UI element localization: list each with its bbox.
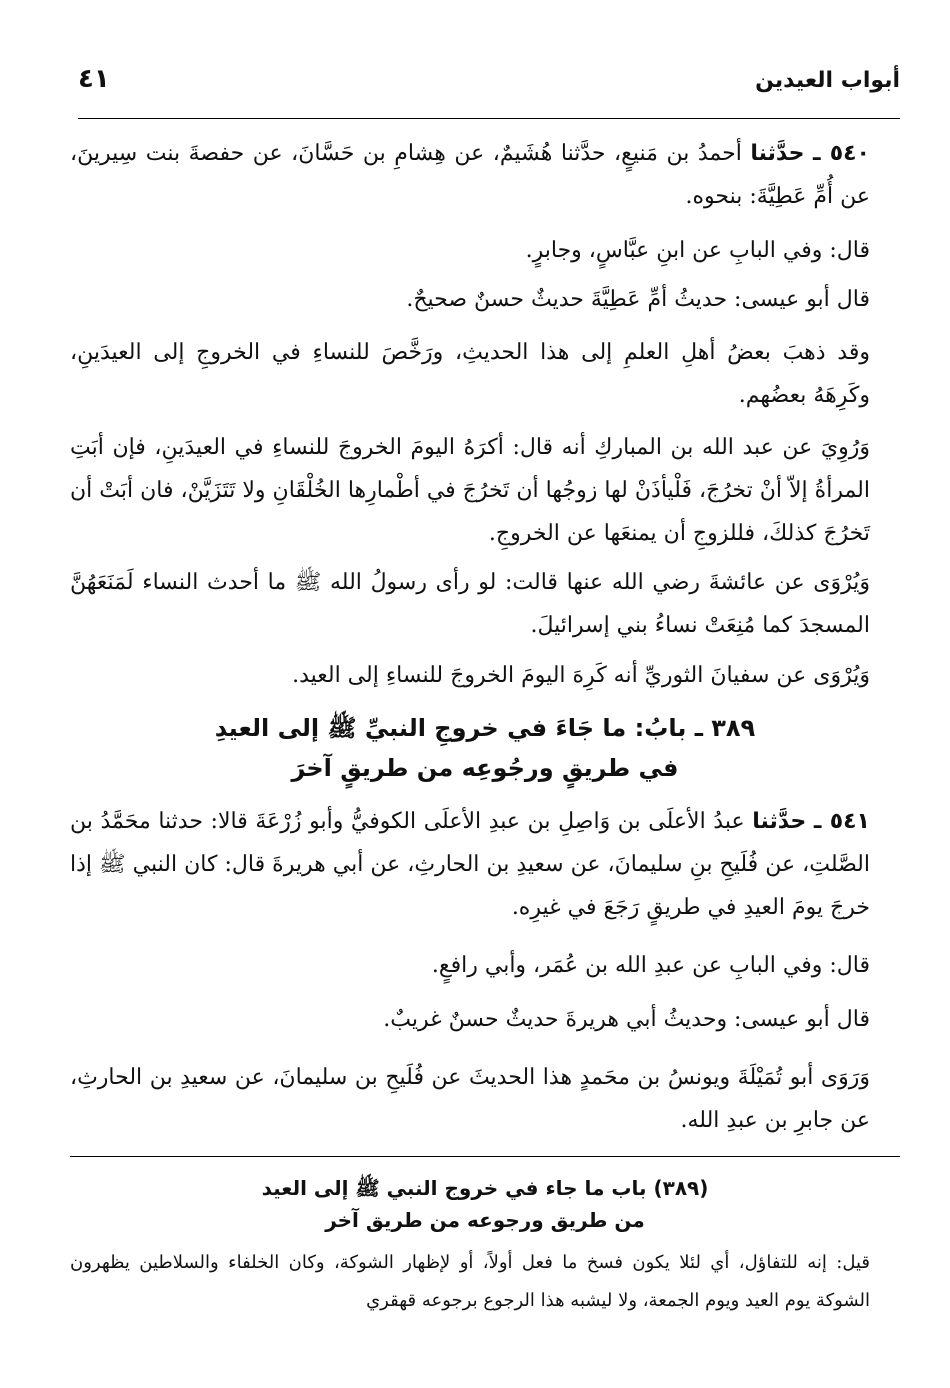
header-rule	[78, 118, 900, 119]
paragraph-grading-2: قال أبو عيسى: وحديثُ أبي هريرةَ حديثٌ حسنٌ غريبٌ.	[383, 1007, 870, 1032]
page-header	[78, 62, 900, 104]
hadith-number: ٥٤٠ ـ	[812, 141, 870, 166]
paragraph-scholars: وقد ذهبَ بعضُ أهلِ العلمِ إلى هذا الحديثِ، ورَخَّصَ للنساءِ في الخروجِ إلى العيدَينِ، وكَرِهَهُ بعضُهم.	[70, 340, 870, 408]
paragraph-thawri: وَيُرْوَى عن سفيانَ الثوريِّ أنه كَرِهَ اليومَ الخروجَ للنساءِ إلى العيد.	[292, 663, 870, 688]
hadith-keyword: حدَّثنا	[750, 141, 805, 166]
paragraph-other-chain: وَرَوَى أبو تُمَيْلَةَ ويونسُ بن محَمدٍ هذا الحديثَ عن فُلَيحِ بن سليمانَ، عن سعيدِ بن الحارثِ، عن جابرِ بن عبدِ الله.	[70, 1065, 871, 1133]
footnote-rule	[70, 1156, 900, 1157]
hadith-text: أحمدُ بن مَنيعٍ، حدَّثنا هُشَيمٌ، عن هِشامِ بن حَسَّانَ، عن حفصةَ بنت سِيرينَ، عن أُمِّ عَطِيَّةَ: بنحوه.	[70, 141, 870, 209]
hadith-number: ٥٤١ ـ	[813, 809, 870, 834]
chapter-heading-line-1: ٣٨٩ ـ بابُ: ما جَاءَ في خروجِ النبيِّ ﷺ إلى العيدِ	[214, 714, 756, 742]
chapter-heading-line-2: في طريقٍ ورجُوعِه من طريقٍ آخرَ	[291, 754, 679, 782]
paragraph-ibn-mubarak: وَرُوِيَ عن عبد الله بن المباركِ أنه قال: أكرَهُ اليومَ الخروجَ للنساءِ في العيدَينِ، فإن أبَتِ المرأةُ إلاّ أنْ تخرُجَ، فَلْيأذَنْ لها زوجُها أن تَخرُجَ في أطْمارِها الخُلْقَانِ ولا تَتَزَيَّنْ، فان أبَتْ أن تَخرُجَ كذلكَ، فللزوجِ أن يمنعَها عن الخروجِ.	[70, 435, 870, 546]
footnote-heading	[70, 1172, 900, 1236]
hadith-540	[70, 132, 900, 218]
hadith-keyword: حدَّثنا	[752, 809, 807, 834]
footnote-heading-line-2: من طريق ورجوعه من طريق آخر	[325, 1208, 645, 1232]
hadith-text: عبدُ الأعلَى بن وَاصِلِ بن عبدِ الأعلَى الكوفيُّ وأبو زُرْعَةَ قالا: حدثنا محَمَّدُ بن الصَّلتِ، عن فُلَيحِ بنِ سليمانَ، عن سعيدِ بن الحارثِ، عن أبي هريرةَ قال: كان النبي ﷺ إذا خرجَ يومَ العيدِ في طريقٍ رَجَعَ في غيرِه.	[70, 809, 870, 920]
page-number: ٤١	[78, 64, 110, 94]
running-title: أبواب العيدين	[755, 68, 900, 93]
chapter-heading	[70, 708, 900, 788]
paragraph-chapter-note: قال: وفي البابِ عن ابنِ عبَّاسٍ، وجابرٍ.	[525, 238, 870, 263]
paragraph-grading: قال أبو عيسى: حديثُ أمِّ عَطِيَّةَ حديثٌ حسنٌ صحيحٌ.	[406, 287, 870, 312]
paragraph-aisha: وَيُرْوَى عن عائشةَ رضي الله عنها قالت: لو رأى رسولُ الله ﷺ ما أحدث النساء لَمَنَعَهُنَّ المسجدَ كما مُنِعَتْ نساءُ بني إسرائيلَ.	[70, 570, 870, 638]
footnote-body: قيل: إنه للتفاؤل، أي لئلا يكون فسخ ما فعل أولاً، أو لإظهار الشوكة، وكان الخلفاء والسلاطين يظهرون الشوكة يوم العيد ويوم الجمعة، ولا ليشبه هذا الرجوع برجوعه قهقري	[70, 1252, 870, 1311]
paragraph-chapter-note-2: قال: وفي البابِ عن عبدِ الله بن عُمَر، وأبي رافعٍ.	[431, 953, 870, 978]
hadith-541	[70, 800, 900, 929]
footnote-heading-line-1: (٣٨٩) باب ما جاء في خروج النبي ﷺ إلى العيد	[261, 1176, 709, 1200]
